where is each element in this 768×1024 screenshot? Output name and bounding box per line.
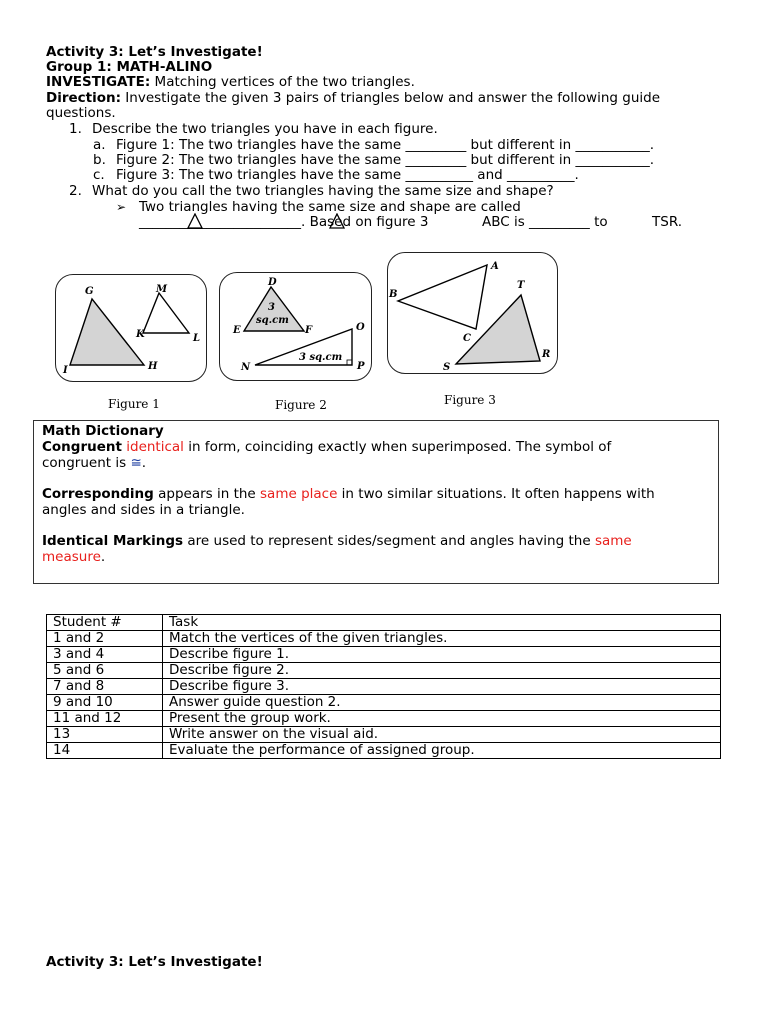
identical-markings-text: are used to represent sides/segment and angles having the xyxy=(183,533,595,549)
corresponding-definition-cont: angles and sides in a triangle. xyxy=(42,502,245,518)
figure-3-caption: Figure 3 xyxy=(444,393,496,407)
student-cell: 9 and 10 xyxy=(47,695,163,711)
student-cell: 13 xyxy=(47,727,163,743)
table-row xyxy=(47,647,721,663)
identical-markings-definition xyxy=(42,533,632,549)
congruent-period: . xyxy=(141,455,147,471)
identical-markings-highlight: same xyxy=(594,533,632,549)
question-1a: Figure 1: The two triangles have the same _________ but different in ___________. xyxy=(116,137,655,153)
area-label-1-number: 3 xyxy=(268,302,275,313)
dictionary-title: Math Dictionary xyxy=(42,423,164,439)
identical-markings-highlight-cont: measure xyxy=(42,549,101,565)
vertex-label: K xyxy=(136,329,145,340)
triangle-tsr xyxy=(456,295,540,364)
task-cell: Describe figure 2. xyxy=(163,663,721,679)
question-1b-letter: b. xyxy=(93,152,106,168)
table-row xyxy=(47,679,721,695)
corresponding-text: appears in the xyxy=(153,486,261,502)
bullet-arrow-icon: ➢ xyxy=(116,200,127,214)
figure-2 xyxy=(219,272,372,381)
figure-1-caption: Figure 1 xyxy=(108,397,160,411)
table-row xyxy=(47,743,721,759)
congruent-definition xyxy=(42,439,611,455)
identical-markings-definition-cont xyxy=(42,549,105,565)
task-cell: Answer guide question 2. xyxy=(163,695,721,711)
triangle-symbol-icon xyxy=(329,213,345,229)
question-1c-letter: c. xyxy=(93,167,105,183)
question-1c: Figure 3: The two triangles have the same __________ and __________. xyxy=(116,167,579,183)
figure-3 xyxy=(387,252,558,374)
question-1a-letter: a. xyxy=(93,137,106,153)
table-header-row xyxy=(47,615,721,631)
vertex-label: C xyxy=(463,333,471,344)
vertex-label: B xyxy=(389,289,398,300)
figure-1 xyxy=(55,274,207,382)
table-row xyxy=(47,631,721,647)
corresponding-text-rest: in two similar situations. It often happens with xyxy=(337,486,655,502)
direction-line xyxy=(46,90,660,106)
task-table xyxy=(46,614,721,759)
vertex-label: G xyxy=(85,286,94,297)
congruent-symbol: ≅ xyxy=(130,455,142,471)
vertex-label: I xyxy=(63,365,68,376)
triangle-gih xyxy=(70,299,144,365)
question-2-blank: ________________________. Based on figure 3 xyxy=(139,214,429,230)
congruent-definition-cont xyxy=(42,455,146,471)
vertex-label: D xyxy=(268,277,277,288)
table-row xyxy=(47,663,721,679)
question-2: What do you call the two triangles having the same size and shape? xyxy=(92,183,554,199)
vertex-label: P xyxy=(357,361,365,372)
vertex-label: E xyxy=(233,325,241,336)
vertex-label: A xyxy=(491,261,499,272)
triangle-abc xyxy=(398,265,487,329)
vertex-label: L xyxy=(193,333,201,344)
figure-2-caption: Figure 2 xyxy=(275,398,327,412)
student-cell: 1 and 2 xyxy=(47,631,163,647)
question-2-abc: ABC is _________ to xyxy=(482,214,608,230)
student-cell: 3 and 4 xyxy=(47,647,163,663)
vertex-label: H xyxy=(148,361,158,372)
corresponding-definition xyxy=(42,486,655,502)
identical-markings-period: . xyxy=(100,549,106,565)
investigate-line xyxy=(46,74,415,90)
vertex-label: N xyxy=(241,362,251,373)
table-header: Student # xyxy=(47,615,163,631)
congruent-text-cont: congruent is xyxy=(42,455,131,471)
congruent-text: in form, coinciding exactly when superimposed. The symbol of xyxy=(183,439,612,455)
group-title: Group 1: MATH-ALINO xyxy=(46,59,213,75)
vertex-label: O xyxy=(356,322,365,333)
question-2-bullet: Two triangles having the same size and shape are called xyxy=(139,199,521,215)
task-cell: Present the group work. xyxy=(163,711,721,727)
task-cell: Describe figure 1. xyxy=(163,647,721,663)
vertex-label: M xyxy=(156,284,168,295)
right-angle-mark xyxy=(347,360,352,365)
area-label-2: 3 sq.cm xyxy=(299,352,343,363)
figure-1-diagram xyxy=(56,275,206,381)
figure-2-diagram xyxy=(220,273,371,380)
footer-activity-title: Activity 3: Let’s Investigate! xyxy=(46,954,263,970)
task-cell: Describe figure 3. xyxy=(163,679,721,695)
student-cell: 14 xyxy=(47,743,163,759)
corresponding-highlight: same place xyxy=(260,486,338,502)
direction-label: Direction: xyxy=(46,90,122,106)
vertex-label: S xyxy=(443,362,451,373)
student-cell: 5 and 6 xyxy=(47,663,163,679)
student-cell: 7 and 8 xyxy=(47,679,163,695)
question-1-number: 1. xyxy=(69,121,82,137)
triangle-mkl xyxy=(143,293,189,333)
investigate-text: Matching vertices of the two triangles. xyxy=(150,74,415,90)
question-1: Describe the two triangles you have in each figure. xyxy=(92,121,438,137)
table-row xyxy=(47,711,721,727)
table-row xyxy=(47,727,721,743)
vertex-label: F xyxy=(305,325,313,336)
vertex-label: R xyxy=(542,349,551,360)
investigate-label: INVESTIGATE: xyxy=(46,74,151,90)
table-header: Task xyxy=(163,615,721,631)
table-row xyxy=(47,695,721,711)
activity-title: Activity 3: Let’s Investigate! xyxy=(46,44,263,60)
question-2-tsr: TSR. xyxy=(652,214,683,230)
congruent-highlight: identical xyxy=(126,439,184,455)
area-label-1-unit: sq.cm xyxy=(256,315,289,326)
task-cell: Evaluate the performance of assigned group. xyxy=(163,743,721,759)
congruent-term: Congruent xyxy=(42,439,122,455)
corresponding-term: Corresponding xyxy=(42,486,154,502)
identical-markings-term: Identical Markings xyxy=(42,533,184,549)
direction-text: Investigate the given 3 pairs of triangles below and answer the following guide xyxy=(121,90,661,106)
question-1b: Figure 2: The two triangles have the same _________ but different in ___________. xyxy=(116,152,655,168)
direction-line-cont: questions. xyxy=(46,105,116,121)
task-cell: Match the vertices of the given triangles. xyxy=(163,631,721,647)
vertex-label: T xyxy=(517,280,525,291)
task-cell: Write answer on the visual aid. xyxy=(163,727,721,743)
student-cell: 11 and 12 xyxy=(47,711,163,727)
question-2-number: 2. xyxy=(69,183,82,199)
figure-3-diagram xyxy=(388,253,557,373)
triangle-symbol-icon xyxy=(187,213,203,229)
